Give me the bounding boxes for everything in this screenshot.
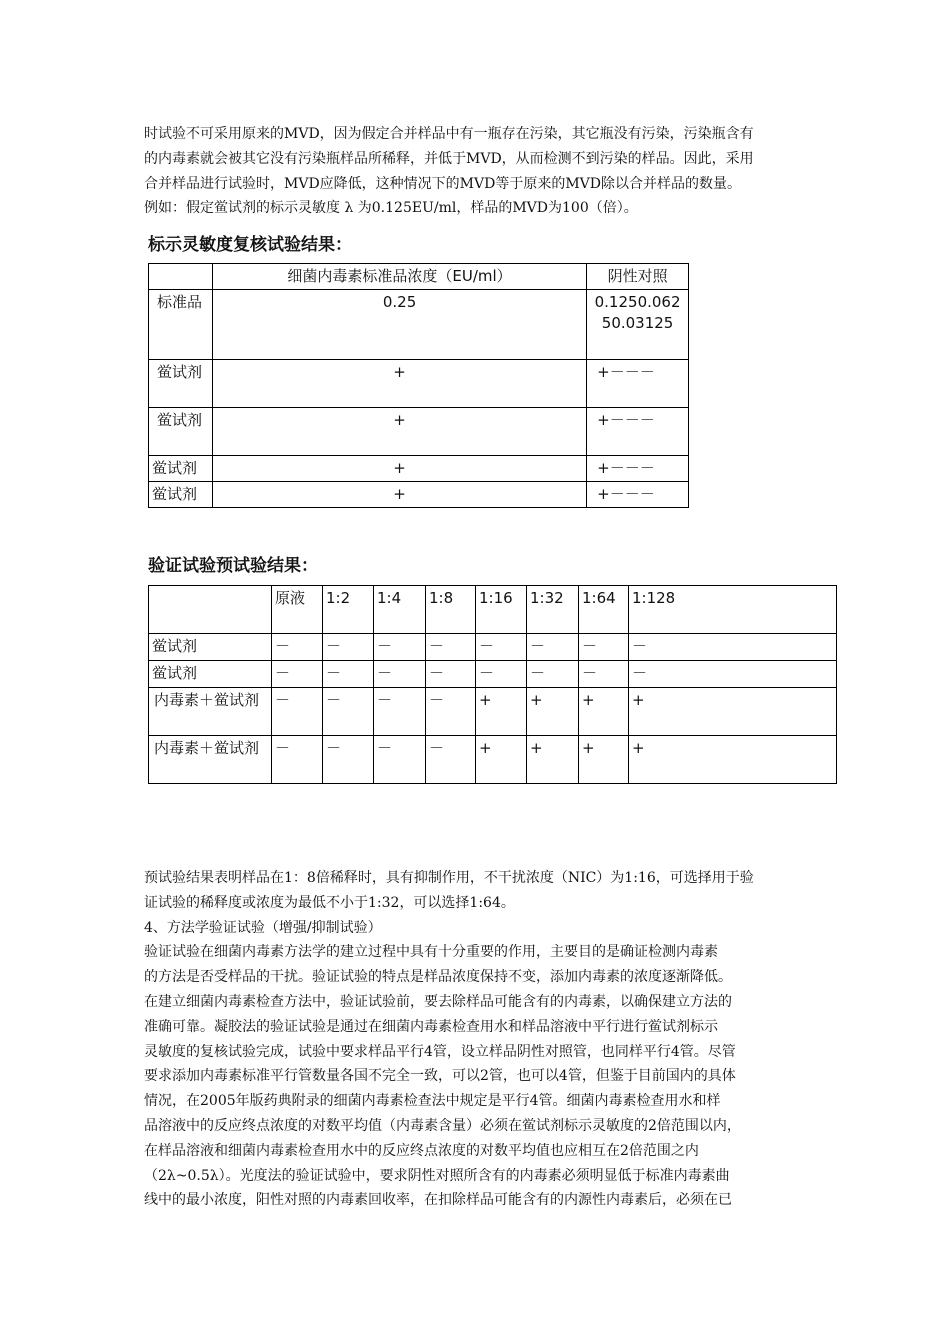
table-header-row — [149, 586, 837, 634]
header-cell: 1:64 — [579, 586, 629, 634]
table-cell: － — [426, 661, 476, 688]
row-label: 鲎试剂 — [149, 456, 213, 482]
table-cell: － — [323, 736, 374, 784]
text-line: 时试验不可采用原来的MVD，因为假定合并样品中有一瓶存在污染，其它瓶没有污染，污染瓶含有 — [144, 126, 754, 142]
table-cell: + — [579, 736, 629, 784]
table-cell: + — [527, 736, 579, 784]
text-line: 的方法是否受样品的干扰。验证试验的特点是样品浓度保持不变，添加内毒素的浓度逐渐降低。 — [144, 969, 732, 986]
table-cell: － — [272, 634, 323, 661]
table-cell: － — [579, 634, 629, 661]
table-cell: － — [323, 661, 374, 688]
table-cell: + — [212, 408, 586, 456]
table-row — [149, 408, 689, 456]
table-cell: － — [272, 661, 323, 688]
table-cell: － — [527, 634, 579, 661]
text-line: 的内毒素就会被其它没有污染瓶样品所稀释，并低于MVD，从而检测不到污染的样品。因此，采用 — [144, 150, 754, 167]
table-row — [149, 634, 837, 661]
table-row — [149, 482, 689, 508]
table-cell: +－－－ — [587, 482, 689, 508]
row-label: 内毒素＋鲎试剂 — [149, 688, 272, 736]
table-cell: － — [629, 661, 837, 688]
table-row — [149, 360, 689, 408]
row-label: 鲎试剂 — [149, 360, 213, 408]
table-cell: + — [629, 688, 837, 736]
row-label: 内毒素＋鲎试剂 — [149, 736, 272, 784]
table-cell: － — [426, 736, 476, 784]
header-cell — [149, 586, 272, 634]
table-cell: － — [272, 736, 323, 784]
pretest-results-table — [148, 585, 837, 784]
text-line: 在建立细菌内毒素检查方法中，验证试验前，要去除样品可能含有的内毒素，以确保建立方法的 — [144, 993, 732, 1010]
table1-title: 标示灵敏度复核试验结果： — [148, 235, 352, 255]
table-row — [149, 456, 689, 482]
table-cell: － — [476, 634, 527, 661]
table-cell: + — [476, 688, 527, 736]
header-cell: 1:8 — [426, 586, 476, 634]
text-line: 在样品溶液和细菌内毒素检查用水中的反应终点浓度的对数平均值也应相互在2倍范围之内 — [144, 1142, 699, 1159]
header-cell — [149, 264, 213, 290]
table-cell: + — [476, 736, 527, 784]
table-cell: － — [272, 688, 323, 736]
table-cell: － — [374, 634, 426, 661]
header-cell: 1:16 — [476, 586, 527, 634]
table2-title: 验证试验预试验结果： — [148, 556, 318, 576]
row-label: 鲎试剂 — [149, 661, 272, 688]
table-cell: － — [476, 661, 527, 688]
table-cell: +－－－ — [587, 360, 689, 408]
text-line: 品溶液中的反应终点浓度的对数平均值（内毒素含量）必须在鲎试剂标示灵敏度的2倍范围以内， — [144, 1117, 741, 1134]
intro-paragraph — [144, 122, 834, 221]
table-cell: － — [527, 661, 579, 688]
text-line: 要求添加内毒素标准平行管数量各国不完全一致，可以2管，也可以4管，但鉴于目前国内的具体 — [144, 1068, 736, 1085]
header-cell: 1:2 — [323, 586, 374, 634]
table-cell: － — [323, 634, 374, 661]
table-cell: － — [323, 688, 374, 736]
text-line: 准确可靠。凝胶法的验证试验是通过在细菌内毒素检查用水和样品溶液中平行进行鲎试剂标示 — [144, 1018, 718, 1035]
header-cell: 1:128 — [629, 586, 837, 634]
row-label: 鲎试剂 — [149, 482, 213, 508]
table-cell: +－－－ — [587, 456, 689, 482]
table-cell: 0.25 — [212, 290, 586, 360]
table-cell: 0.1250.06250.03125 — [587, 290, 689, 360]
section-heading: 4、方法学验证试验（增强/抑制试验） — [144, 919, 382, 936]
sensitivity-results-table — [148, 263, 689, 508]
table-cell: － — [374, 736, 426, 784]
table-row — [149, 736, 837, 784]
header-cell: 1:32 — [527, 586, 579, 634]
text-line: 情况，在2005年版药典附录的细菌内毒素检查法中规定是平行4管。细菌内毒素检查用水和样 — [144, 1093, 721, 1110]
text-line: 证试验的稀释度或浓度为最低不小于1:32，可以选择1:64。 — [144, 894, 515, 911]
table-cell: + — [629, 736, 837, 784]
body-paragraph — [144, 866, 834, 1213]
header-cell: 1:4 — [374, 586, 426, 634]
header-cell: 原液 — [272, 586, 323, 634]
text-line: 验证试验在细菌内毒素方法学的建立过程中具有十分重要的作用，主要目的是确证检测内毒素 — [144, 944, 718, 961]
table-cell: － — [374, 661, 426, 688]
row-label: 标准品 — [149, 290, 213, 360]
header-cell: 阴性对照 — [587, 264, 689, 290]
row-label: 鲎试剂 — [149, 408, 213, 456]
table-cell: + — [212, 360, 586, 408]
table-cell: +－－－ — [587, 408, 689, 456]
table-cell: － — [426, 688, 476, 736]
table-row — [149, 290, 689, 360]
text-line: 线中的最小浓度，阳性对照的内毒素回收率，在扣除样品可能含有的内源性内毒素后，必须在已 — [144, 1192, 732, 1209]
text-line: 灵敏度的复核试验完成，试验中要求样品平行4管，设立样品阴性对照管，也同样平行4管。尽管 — [144, 1043, 736, 1060]
text-line: 预试验结果表明样品在1：8倍稀释时，具有抑制作用，不干扰浓度（NIC）为1:16，可选择用于验 — [144, 870, 754, 886]
table-cell: + — [212, 456, 586, 482]
text-line: （2λ~0.5λ）。光度法的验证试验中，要求阴性对照所含有的内毒素必须明显低于标准内毒素曲 — [144, 1167, 730, 1184]
table-cell: － — [629, 634, 837, 661]
text-line: 例如：假定鲎试剂的标示灵敏度 λ 为0.125EU/ml，样品的MVD为100（倍）。 — [144, 200, 638, 217]
table-cell: + — [579, 688, 629, 736]
row-label: 鲎试剂 — [149, 634, 272, 661]
table-cell: + — [212, 482, 586, 508]
table-cell: － — [579, 661, 629, 688]
table-header-row — [149, 264, 689, 290]
table-row — [149, 688, 837, 736]
table-cell: － — [426, 634, 476, 661]
table-row — [149, 661, 837, 688]
text-line: 合并样品进行试验时，MVD应降低，这种情况下的MVD等于原来的MVD除以合并样品的数量。 — [144, 175, 742, 192]
table-cell: － — [374, 688, 426, 736]
table-cell: + — [527, 688, 579, 736]
header-cell: 细菌内毒素标准品浓度（EU/ml） — [212, 264, 586, 290]
